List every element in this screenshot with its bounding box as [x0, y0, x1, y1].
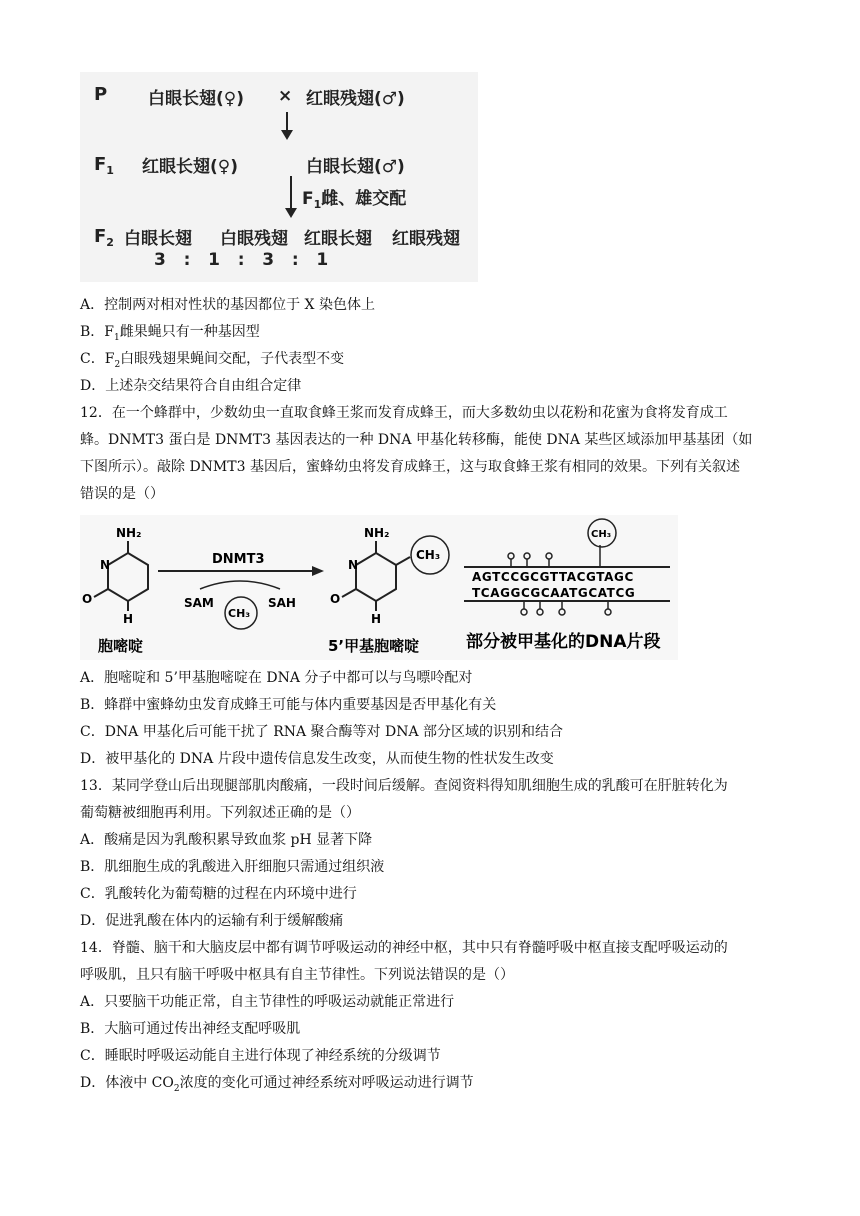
cross-symbol: ×: [278, 86, 293, 106]
f1-cross-note: $F_1$雌、雄交配: [302, 189, 407, 211]
q14-stem-line: 14．脊髓、脑干和大脑皮层中都有调节呼吸运动的神经中枢，其中只有脊髓呼吸中枢直接支配呼吸运动的: [80, 940, 728, 956]
dna-bottom-strand: TCAGGCGCAATGCATCG: [472, 586, 636, 600]
q12-stem-line: 12．在一个蜂群中，少数幼虫一直取食蜂王浆而发育成蜂王，而大多数幼虫以花粉和花蜜为食将发育成工: [80, 405, 728, 421]
cross-diagram: [80, 72, 478, 282]
q14-option-c: C．睡眠时呼吸运动能自主进行体现了神经系统的分级调节: [80, 1048, 441, 1064]
q11-option-c: C．$F_2$白眼残翅果蝇间交配，子代表型不变: [80, 351, 345, 370]
methylcytosine-n: N: [348, 558, 359, 572]
f2-phenotype: 红眼长翅: [304, 229, 372, 249]
sam-label: SAM: [184, 596, 214, 610]
cytosine-structure: [94, 541, 148, 611]
f2-generation-label: $F_2$: [94, 226, 114, 249]
q13-option-c: C．乳酸转化为葡萄糖的过程在内环境中进行: [80, 886, 357, 902]
cytosine-o: O: [82, 592, 93, 606]
p-male-phenotype: 红眼残翅(♂): [306, 89, 405, 109]
q14-stem-line: 呼吸肌，且只有脑干呼吸中枢具有自主节律性。下列说法错误的是（）: [80, 967, 514, 983]
f1-female-phenotype: 红眼长翅(♀): [142, 157, 238, 177]
methyl-marks-top: [508, 545, 600, 567]
q12-stem-line: 下图所示）。敲除 DNMT3 基因后，蜜蜂幼虫将发育成蜂王，这与取食蜂王浆有相同的效果。下列有关叙述: [80, 459, 740, 475]
arrow-p-to-f1: [286, 112, 288, 138]
f2-ratio: 3 : 1 : 3 : 1: [154, 250, 329, 270]
label-cytosine: 胞嘧啶: [98, 637, 144, 655]
methylcytosine-o: O: [330, 592, 341, 606]
q11-option-b: B．$F_1$雌果蝇只有一种基因型: [80, 324, 260, 343]
f1-generation-label: $F_1$: [94, 154, 114, 177]
methyl-group-label: CH₃: [416, 548, 441, 562]
q12-option-c: C．DNA 甲基化后可能干扰了 RNA 聚合酶等对 DNA 部分区域的识别和结合: [80, 724, 564, 740]
q14-option-a: A．只要脑干功能正常，自主节律性的呼吸运动就能正常进行: [80, 994, 455, 1010]
q11-option-a: A．控制两对相对性状的基因都位于 X 染色体上: [80, 297, 375, 313]
q13-option-a: A．酸痛是因为乳酸积累导致血浆 pH 显著下降: [80, 832, 373, 848]
methyl-marks-bottom: [521, 601, 611, 615]
ch3-donor-label: CH₃: [228, 607, 251, 620]
cytosine-n: N: [100, 558, 111, 572]
p-female-phenotype: 白眼长翅(♀): [148, 89, 244, 109]
reaction-arrow-head: [312, 566, 324, 576]
p-generation-label: P: [94, 84, 108, 105]
enzyme-label: DNMT3: [212, 552, 265, 567]
cytosine-nh2: NH₂: [116, 526, 142, 540]
f2-phenotype: 白眼残翅: [220, 229, 288, 249]
q11-option-d: D．上述杂交结果符合自由组合定律: [80, 378, 302, 394]
q12-option-b: B．蜂群中蜜蜂幼虫发育成蜂王可能与体内重要基因是否甲基化有关: [80, 697, 497, 713]
q13-option-d: D．促进乳酸在体内的运输有利于缓解酸痛: [80, 913, 344, 929]
methylcytosine-h: H: [371, 612, 382, 626]
q12-stem-line: 错误的是（）: [80, 486, 164, 502]
label-dna-fragment: 部分被甲基化的DNA片段: [466, 632, 661, 652]
q12-option-a: A．胞嘧啶和 5’甲基胞嘧啶在 DNA 分子中都可以与鸟嘌呤配对: [80, 670, 473, 686]
sam-sah-curve: [200, 581, 280, 589]
f1-male-phenotype: 白眼长翅(♂): [306, 157, 405, 177]
q12-option-d: D．被甲基化的 DNA 片段中遗传信息发生改变，从而使生物的性状发生改变: [80, 751, 554, 767]
q13-option-b: B．肌细胞生成的乳酸进入肝细胞只需通过组织液: [80, 859, 385, 875]
cytosine-h: H: [123, 612, 134, 626]
q12-stem-line: 蜂。DNMT3 蛋白是 DNMT3 基因表达的一种 DNA 甲基化转移酶，能使 DNA 某些区域添加甲基基团（如: [80, 432, 753, 448]
f2-phenotype: 白眼长翅: [124, 229, 192, 249]
dna-top-strand: AGTCCGCGTTACGTAGC: [472, 570, 634, 584]
methylcytosine-nh2: NH₂: [364, 526, 390, 540]
dna-methyl-label: CH₃: [591, 529, 612, 540]
f2-phenotype: 红眼残翅: [392, 229, 460, 249]
methylation-figure-svg: [80, 515, 678, 660]
methylcytosine-structure: [342, 541, 410, 611]
sah-label: SAH: [268, 596, 296, 610]
q14-option-d: D．体液中 $CO_2$浓度的变化可通过神经系统对呼吸运动进行调节: [80, 1075, 474, 1094]
q13-stem-line: 13．某同学登山后出现腿部肌肉酸痛，一段时间后缓解。查阅资料得知肌细胞生成的乳酸可在肝脏转化为: [80, 778, 728, 794]
q14-option-b: B．大脑可通过传出神经支配呼吸肌: [80, 1021, 301, 1037]
label-methylcytosine: 5’甲基胞嘧啶: [328, 637, 420, 655]
arrow-f1-to-f2: [290, 176, 292, 216]
methylation-figure: [80, 515, 678, 660]
q13-stem-line: 葡萄糖被细胞再利用。下列叙述正确的是（）: [80, 805, 360, 821]
